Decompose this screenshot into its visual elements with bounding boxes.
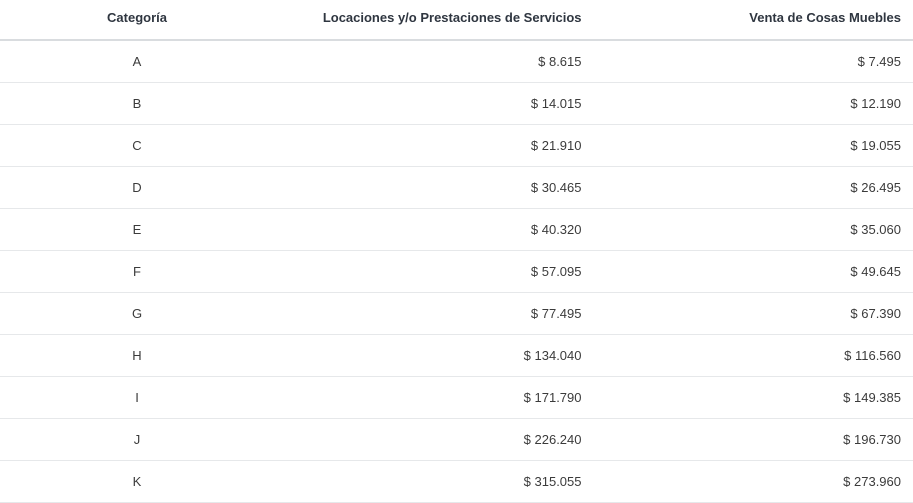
cell-venta: $ 149.385 xyxy=(594,377,913,419)
cell-venta: $ 49.645 xyxy=(594,251,913,293)
cell-categoria: E xyxy=(0,209,274,251)
column-header-locaciones: Locaciones y/o Prestaciones de Servicios xyxy=(274,0,594,40)
cell-categoria: D xyxy=(0,167,274,209)
table-row xyxy=(0,377,913,419)
cell-locaciones: $ 226.240 xyxy=(274,419,594,461)
cell-locaciones: $ 30.465 xyxy=(274,167,594,209)
cell-categoria: B xyxy=(0,83,274,125)
table-row xyxy=(0,419,913,461)
cell-locaciones: $ 77.495 xyxy=(274,293,594,335)
table-header xyxy=(0,0,913,40)
table-row xyxy=(0,209,913,251)
cell-categoria: J xyxy=(0,419,274,461)
table-row xyxy=(0,293,913,335)
column-header-categoria: Categoría xyxy=(0,0,274,40)
cell-venta: $ 12.190 xyxy=(594,83,913,125)
cell-locaciones: $ 57.095 xyxy=(274,251,594,293)
cell-categoria: H xyxy=(0,335,274,377)
cell-venta: $ 19.055 xyxy=(594,125,913,167)
table-row xyxy=(0,251,913,293)
cell-categoria: K xyxy=(0,461,274,503)
cell-locaciones: $ 171.790 xyxy=(274,377,594,419)
cell-venta: $ 7.495 xyxy=(594,40,913,83)
cell-locaciones: $ 134.040 xyxy=(274,335,594,377)
cell-categoria: A xyxy=(0,40,274,83)
cell-venta: $ 196.730 xyxy=(594,419,913,461)
cell-locaciones: $ 14.015 xyxy=(274,83,594,125)
table-row xyxy=(0,125,913,167)
table-row xyxy=(0,461,913,503)
table-row xyxy=(0,167,913,209)
table-body xyxy=(0,40,913,503)
cell-locaciones: $ 21.910 xyxy=(274,125,594,167)
cell-locaciones: $ 40.320 xyxy=(274,209,594,251)
table-row xyxy=(0,83,913,125)
cell-locaciones: $ 315.055 xyxy=(274,461,594,503)
cell-locaciones: $ 8.615 xyxy=(274,40,594,83)
column-header-venta: Venta de Cosas Muebles xyxy=(594,0,913,40)
cell-venta: $ 116.560 xyxy=(594,335,913,377)
cell-venta: $ 26.495 xyxy=(594,167,913,209)
cell-categoria: C xyxy=(0,125,274,167)
table-row xyxy=(0,335,913,377)
table-row xyxy=(0,40,913,83)
cell-venta: $ 35.060 xyxy=(594,209,913,251)
cell-categoria: G xyxy=(0,293,274,335)
cell-categoria: F xyxy=(0,251,274,293)
cell-venta: $ 273.960 xyxy=(594,461,913,503)
cell-categoria: I xyxy=(0,377,274,419)
cell-venta: $ 67.390 xyxy=(594,293,913,335)
table-header-row xyxy=(0,0,913,40)
